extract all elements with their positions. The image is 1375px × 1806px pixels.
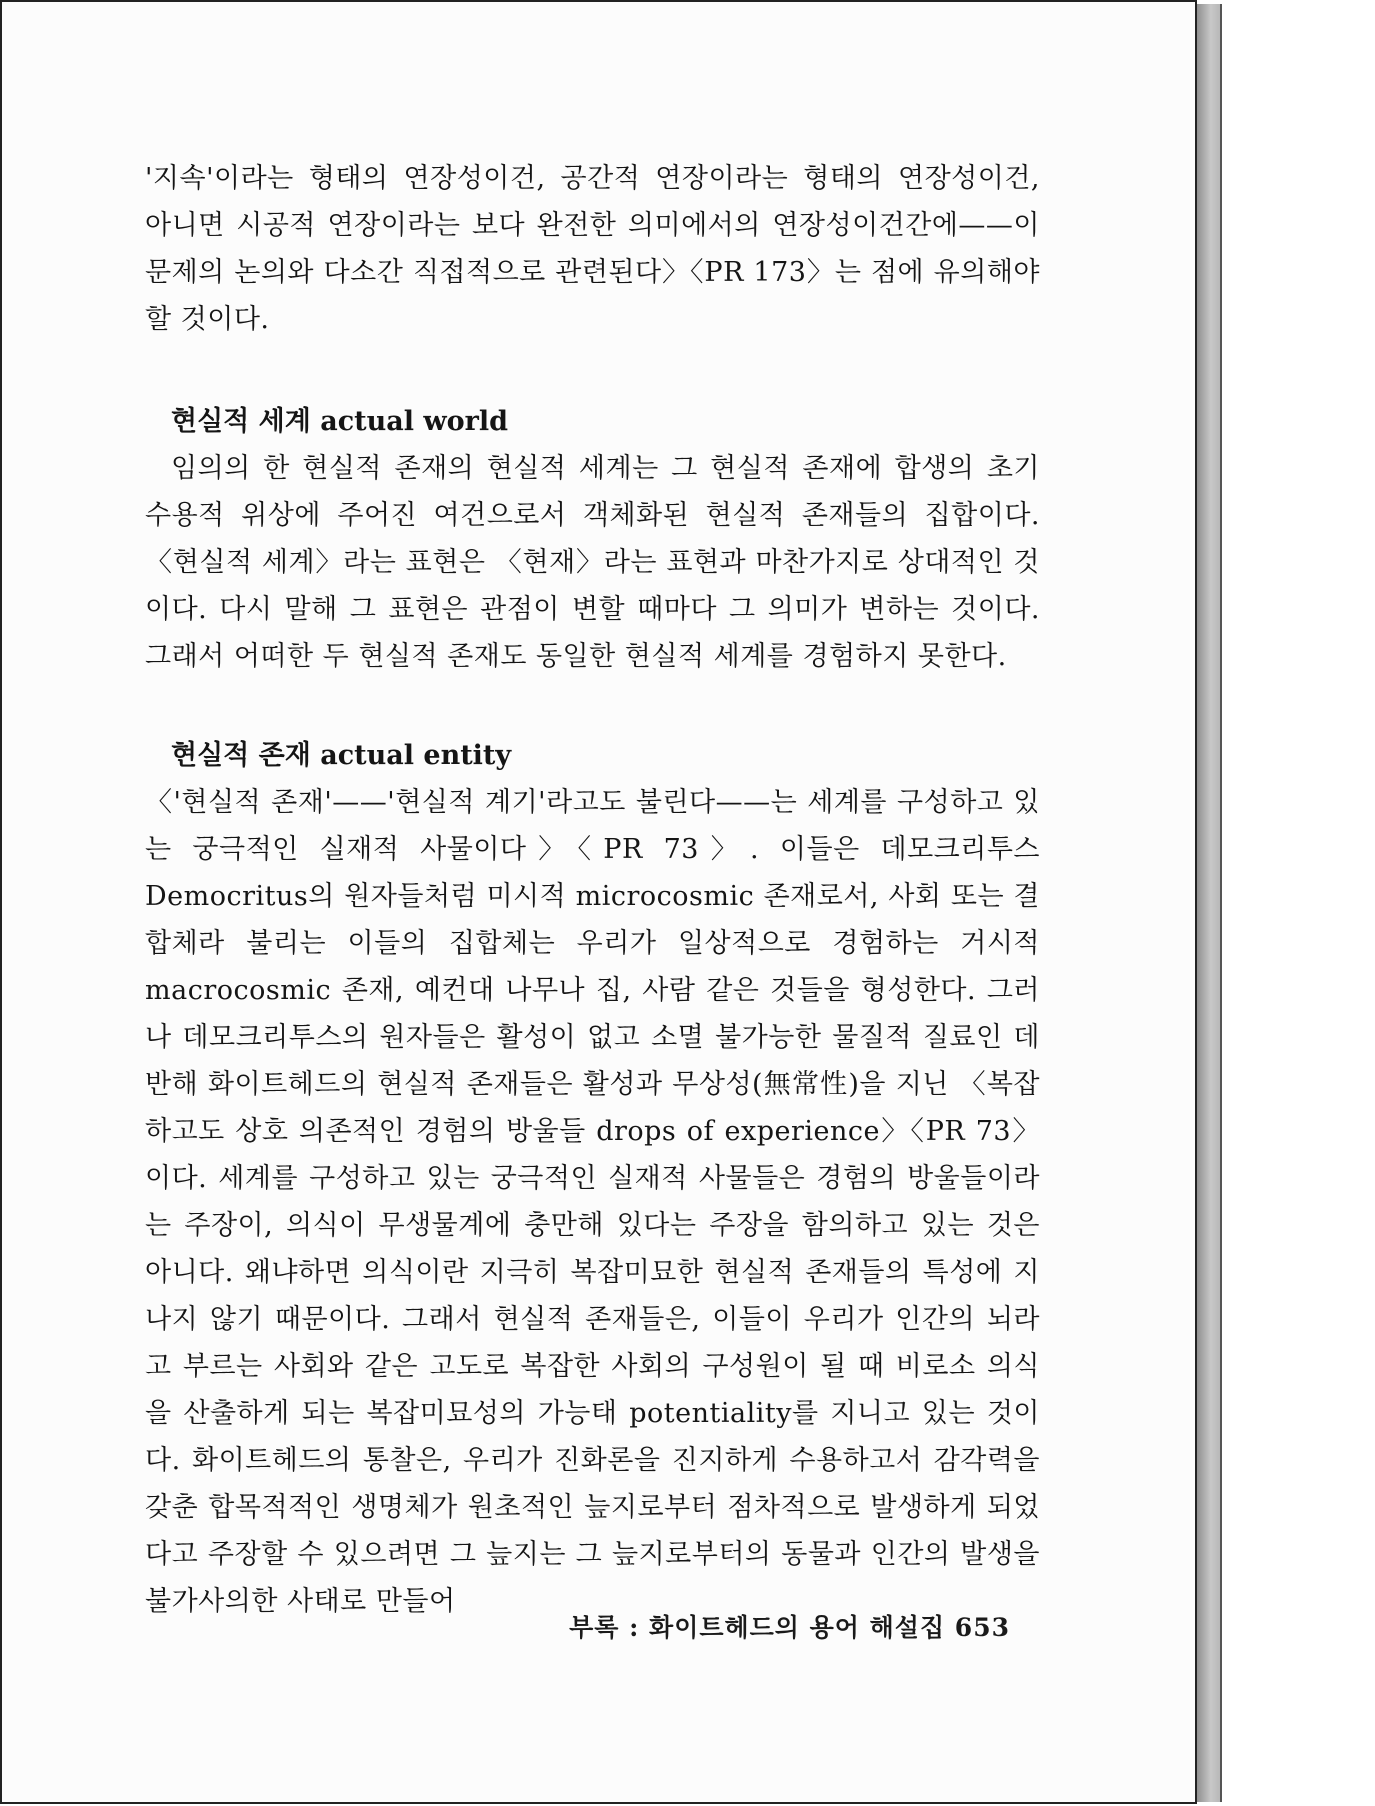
section-spacer	[145, 343, 1040, 398]
section-heading-actual-world: 현실적 세계 actual world	[171, 406, 509, 437]
section-spacer	[145, 680, 1040, 732]
section-heading-actual-entity: 현실적 존재 actual entity	[171, 740, 512, 771]
continued-paragraph: '지속'이라는 형태의 연장성이건, 공간적 연장이라는 형태의 연장성이건, 아니면 시공적 연장이라는 보다 완전한 의미에서의 연장성이건간에——이 문제의 논의와 다소간 직접적으로 관련된다〉〈PR 173〉는 점에 유의해야 할 것이다.	[145, 163, 1040, 335]
background-margin	[1222, 0, 1375, 1806]
section-body-actual-entity: 〈'현실적 존재'——'현실적 계기'라고도 불린다——는 세계를 구성하고 있는 궁극적인 실재적 사물이다〉〈PR 73〉. 이들은 데모크리투스 Democritus의 원자들처럼 미시적 microcosmic 존재로서, 사회 또는 결합체라 불리는 이들의 집합체는 우리가 일상적으로 경험하는 거시적 macrocosmic 존재, 예컨대 나무나 집, 사람 같은 것들을 형성한다. 그러나 데모크리투스의 원자들은 활성이 없고 소멸 불가능한 물질적 질료인 데 반해 화이트헤드의 현실적 존재들은 활성과 무상성(無常性)을 지닌 〈복잡하고도 상호 의존적인 경험의 방울들 drops of experience〉〈PR 73〉이다. 세계를 구성하고 있는 궁극적인 실재적 사물들은 경험의 방울들이라는 주장이, 의식이 무생물계에 충만해 있다는 주장을 함의하고 있는 것은 아니다. 왜냐하면 의식이란 지극히 복잡미묘한 현실적 존재들의 특성에 지나지 않기 때문이다. 그래서 현실적 존재들은, 이들이 우리가 인간의 뇌라고 부르는 사회와 같은 고도로 복잡한 사회의 구성원이 될 때 비로소 의식을 산출하게 되는 복잡미묘성의 가능태 potentiality를 지니고 있는 것이다. 화이트헤드의 통찰은, 우리가 진화론을 진지하게 수용하고서 감각력을 갖춘 합목적적인 생명체가 원초적인 늪지로부터 점차적으로 발생하게 되었다고 주장할 수 있으려면 그 늪지는 그 늪지로부터의 동물과 인간의 발생을 불가사의한 사태로 만들어	[145, 787, 1040, 1617]
page-content	[145, 155, 1040, 1625]
page-footer: 부록 : 화이트헤드의 용어 해설집 653	[569, 1613, 1010, 1642]
page-stack-edge	[1197, 4, 1222, 1802]
section-body-actual-world: 임의의 한 현실적 존재의 현실적 세계는 그 현실적 존재에 합생의 초기 수용적 위상에 주어진 여건으로서 객체화된 현실적 존재들의 집합이다. 〈현실적 세계〉라는 표현은 〈현재〉라는 표현과 마찬가지로 상대적인 것이다. 다시 말해 그 표현은 관점이 변할 때마다 그 의미가 변하는 것이다. 그래서 어떠한 두 현실적 존재도 동일한 현실적 세계를 경험하지 못한다.	[145, 453, 1040, 672]
